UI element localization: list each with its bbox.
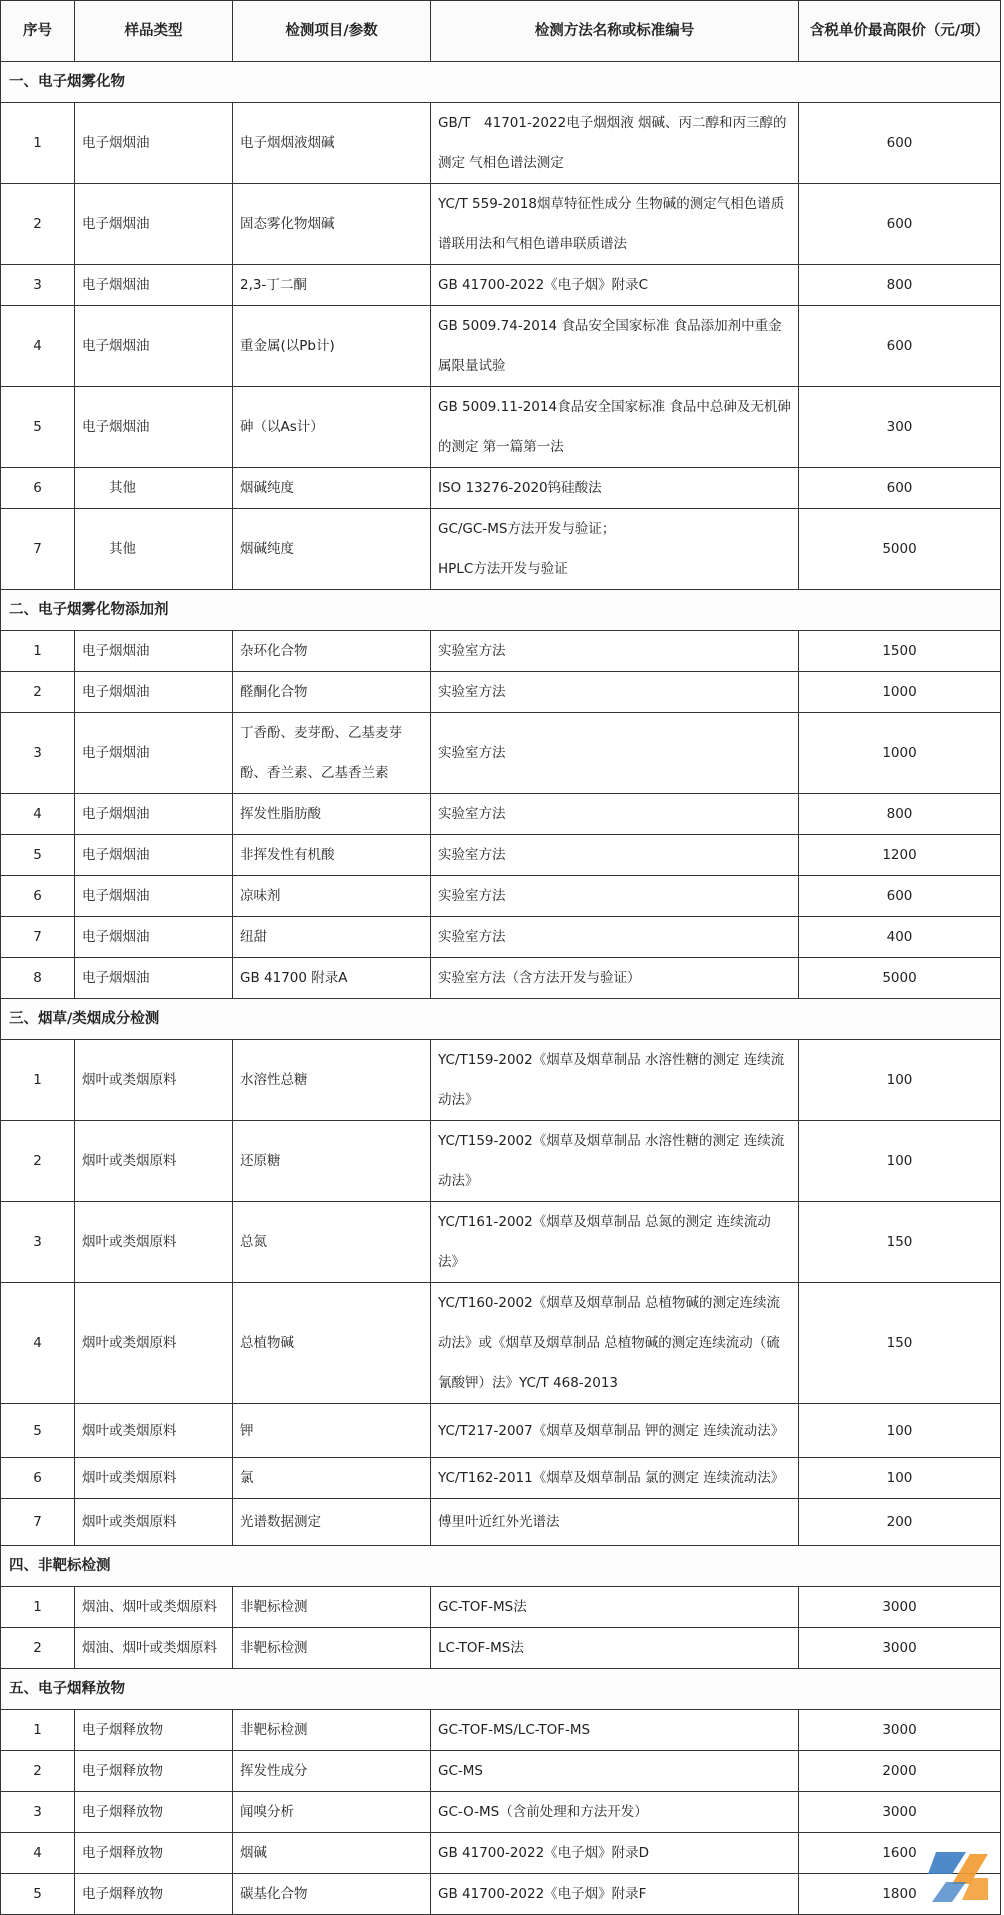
table-row (1, 631, 1001, 672)
section-title: 四、非靶标检测 (1, 1546, 1001, 1587)
row-number: 4 (1, 794, 75, 835)
sample-type: 电子烟烟油 (75, 184, 233, 265)
section-title: 五、电子烟释放物 (1, 1669, 1001, 1710)
price-limit: 200 (799, 1499, 1001, 1546)
price-limit: 600 (799, 184, 1001, 265)
price-limit: 1500 (799, 631, 1001, 672)
table-row (1, 509, 1001, 590)
table-body (1, 62, 1001, 1915)
test-item: 水溶性总糖 (233, 1040, 431, 1121)
table-row (1, 1792, 1001, 1833)
sample-type: 电子烟烟油 (75, 794, 233, 835)
price-limit: 300 (799, 387, 1001, 468)
sample-type: 电子烟烟油 (75, 917, 233, 958)
section-title: 二、电子烟雾化物添加剂 (1, 590, 1001, 631)
header-test-item: 检测项目/参数 (233, 1, 431, 62)
method-name: ISO 13276-2020钨硅酸法 (431, 468, 799, 509)
test-item: 电子烟烟液烟碱 (233, 103, 431, 184)
row-number: 7 (1, 509, 75, 590)
method-name: YC/T160-2002《烟草及烟草制品 总植物碱的测定连续流动法》或《烟草及烟草制品 总植物碱的测定连续流动（硫氰酸钾）法》YC/T 468-2013 (431, 1283, 799, 1404)
table-row (1, 468, 1001, 509)
row-number: 6 (1, 468, 75, 509)
method-name: 实验室方法 (431, 794, 799, 835)
sample-type: 其他 (75, 509, 233, 590)
table-row (1, 1751, 1001, 1792)
test-item: 纽甜 (233, 917, 431, 958)
row-number: 1 (1, 103, 75, 184)
test-item: 固态雾化物烟碱 (233, 184, 431, 265)
test-item: 非挥发性有机酸 (233, 835, 431, 876)
row-number: 2 (1, 672, 75, 713)
method-name: 实验室方法 (431, 631, 799, 672)
section-row (1, 590, 1001, 631)
method-name: 实验室方法 (431, 835, 799, 876)
sample-type: 烟叶或类烟原料 (75, 1040, 233, 1121)
sample-type: 电子烟烟油 (75, 306, 233, 387)
test-item: 闻嗅分析 (233, 1792, 431, 1833)
test-item: 2,3-丁二酮 (233, 265, 431, 306)
sample-type: 电子烟释放物 (75, 1792, 233, 1833)
row-number: 4 (1, 1833, 75, 1874)
test-item: 还原糖 (233, 1121, 431, 1202)
method-name: 实验室方法 (431, 672, 799, 713)
section-row (1, 1546, 1001, 1587)
row-number: 5 (1, 1404, 75, 1458)
test-item: 非靶标检测 (233, 1628, 431, 1669)
section-row (1, 1669, 1001, 1710)
method-name: 实验室方法 (431, 876, 799, 917)
table-row (1, 876, 1001, 917)
method-name: YC/T159-2002《烟草及烟草制品 水溶性糖的测定 连续流动法》 (431, 1121, 799, 1202)
price-limit: 1600 (799, 1833, 1001, 1874)
test-item: 非靶标检测 (233, 1710, 431, 1751)
sample-type: 烟油、烟叶或类烟原料 (75, 1628, 233, 1669)
row-number: 3 (1, 1202, 75, 1283)
test-item: 光谱数据测定 (233, 1499, 431, 1546)
row-number: 1 (1, 631, 75, 672)
table-row (1, 1283, 1001, 1404)
price-limit: 5000 (799, 958, 1001, 999)
row-number: 5 (1, 835, 75, 876)
method-name: YC/T159-2002《烟草及烟草制品 水溶性糖的测定 连续流动法》 (431, 1040, 799, 1121)
price-limit: 150 (799, 1283, 1001, 1404)
sample-type: 电子烟释放物 (75, 1710, 233, 1751)
price-limit: 100 (799, 1040, 1001, 1121)
price-limit: 1800 (799, 1874, 1001, 1915)
method-name: GC-O-MS（含前处理和方法开发） (431, 1792, 799, 1833)
sample-type: 电子烟释放物 (75, 1874, 233, 1915)
method-name: LC-TOF-MS法 (431, 1628, 799, 1669)
row-number: 2 (1, 1751, 75, 1792)
table-row (1, 103, 1001, 184)
table-row (1, 1833, 1001, 1874)
method-name: GB 41700-2022《电子烟》附录C (431, 265, 799, 306)
table-row (1, 184, 1001, 265)
row-number: 7 (1, 1499, 75, 1546)
row-number: 5 (1, 1874, 75, 1915)
method-name: YC/T217-2007《烟草及烟草制品 钾的测定 连续流动法》 (431, 1404, 799, 1458)
header-price: 含税单价最高限价（元/项） (799, 1, 1001, 62)
table-row (1, 794, 1001, 835)
table-row (1, 672, 1001, 713)
table-row (1, 1628, 1001, 1669)
sample-type: 烟叶或类烟原料 (75, 1121, 233, 1202)
price-limit: 100 (799, 1404, 1001, 1458)
table-row (1, 306, 1001, 387)
sample-type: 电子烟烟油 (75, 958, 233, 999)
price-limit: 400 (799, 917, 1001, 958)
row-number: 7 (1, 917, 75, 958)
header-no: 序号 (1, 1, 75, 62)
method-name: GB/T 41701-2022电子烟烟液 烟碱、丙二醇和丙三醇的测定 气相色谱法测定 (431, 103, 799, 184)
table-row (1, 1710, 1001, 1751)
sample-type: 电子烟烟油 (75, 835, 233, 876)
sample-type: 电子烟烟油 (75, 713, 233, 794)
row-number: 6 (1, 876, 75, 917)
row-number: 2 (1, 1628, 75, 1669)
header-method: 检测方法名称或标准编号 (431, 1, 799, 62)
price-limit: 100 (799, 1121, 1001, 1202)
method-name: GB 41700-2022《电子烟》附录F (431, 1874, 799, 1915)
price-limit: 2000 (799, 1751, 1001, 1792)
table-row (1, 265, 1001, 306)
sample-type: 电子烟烟油 (75, 631, 233, 672)
sample-type: 电子烟释放物 (75, 1751, 233, 1792)
header-sample-type: 样品类型 (75, 1, 233, 62)
sample-type: 烟叶或类烟原料 (75, 1404, 233, 1458)
row-number: 2 (1, 184, 75, 265)
method-name: 实验室方法 (431, 917, 799, 958)
section-row (1, 62, 1001, 103)
row-number: 3 (1, 1792, 75, 1833)
test-item: 凉味剂 (233, 876, 431, 917)
price-limit: 1000 (799, 672, 1001, 713)
table-row (1, 1404, 1001, 1458)
test-item: 碳基化合物 (233, 1874, 431, 1915)
price-limit: 150 (799, 1202, 1001, 1283)
sample-type: 烟油、烟叶或类烟原料 (75, 1587, 233, 1628)
table-row (1, 958, 1001, 999)
method-name: 实验室方法 (431, 713, 799, 794)
price-limit: 3000 (799, 1628, 1001, 1669)
table-row (1, 1458, 1001, 1499)
sample-type: 其他 (75, 468, 233, 509)
row-number: 2 (1, 1121, 75, 1202)
row-number: 5 (1, 387, 75, 468)
price-limit: 100 (799, 1458, 1001, 1499)
section-row (1, 999, 1001, 1040)
row-number: 8 (1, 958, 75, 999)
watermark-logo-icon (926, 1848, 990, 1904)
sample-type: 电子烟释放物 (75, 1833, 233, 1874)
table-row (1, 1121, 1001, 1202)
test-item: 烟碱纯度 (233, 509, 431, 590)
test-item: 醛酮化合物 (233, 672, 431, 713)
price-limit: 600 (799, 306, 1001, 387)
sample-type: 烟叶或类烟原料 (75, 1458, 233, 1499)
test-item: 烟碱 (233, 1833, 431, 1874)
section-title: 一、电子烟雾化物 (1, 62, 1001, 103)
test-item: 重金属(以Pb计) (233, 306, 431, 387)
sample-type: 电子烟烟油 (75, 387, 233, 468)
row-number: 1 (1, 1710, 75, 1751)
table-row (1, 387, 1001, 468)
test-item: 非靶标检测 (233, 1587, 431, 1628)
sample-type: 电子烟烟油 (75, 672, 233, 713)
method-name: 傅里叶近红外光谱法 (431, 1499, 799, 1546)
price-limit: 3000 (799, 1792, 1001, 1833)
price-limit: 3000 (799, 1710, 1001, 1751)
sample-type: 电子烟烟油 (75, 103, 233, 184)
method-name: GC/GC-MS方法开发与验证； HPLC方法开发与验证 (431, 509, 799, 590)
test-item: 挥发性成分 (233, 1751, 431, 1792)
method-name: YC/T 559-2018烟草特征性成分 生物碱的测定气相色谱质谱联用法和气相色谱串联质谱法 (431, 184, 799, 265)
test-item: GB 41700 附录A (233, 958, 431, 999)
test-item: 总氮 (233, 1202, 431, 1283)
method-name: GC-TOF-MS/LC-TOF-MS (431, 1710, 799, 1751)
section-title: 三、烟草/类烟成分检测 (1, 999, 1001, 1040)
table-row (1, 1040, 1001, 1121)
method-name: GC-MS (431, 1751, 799, 1792)
sample-type: 电子烟烟油 (75, 265, 233, 306)
sample-type: 电子烟烟油 (75, 876, 233, 917)
table-row (1, 1202, 1001, 1283)
test-item: 丁香酚、麦芽酚、乙基麦芽酚、香兰素、乙基香兰素 (233, 713, 431, 794)
method-name: YC/T162-2011《烟草及烟草制品 氯的测定 连续流动法》 (431, 1458, 799, 1499)
price-limit: 1200 (799, 835, 1001, 876)
row-number: 4 (1, 1283, 75, 1404)
header-row (1, 1, 1001, 62)
table-row (1, 835, 1001, 876)
price-limit: 3000 (799, 1587, 1001, 1628)
price-limit: 800 (799, 265, 1001, 306)
method-name: GB 5009.11-2014食品安全国家标准 食品中总砷及无机砷的测定 第一篇第一法 (431, 387, 799, 468)
table-row (1, 917, 1001, 958)
sample-type: 烟叶或类烟原料 (75, 1202, 233, 1283)
test-item: 钾 (233, 1404, 431, 1458)
price-limit: 800 (799, 794, 1001, 835)
table-row (1, 1499, 1001, 1546)
method-name: GB 41700-2022《电子烟》附录D (431, 1833, 799, 1874)
method-name: GC-TOF-MS法 (431, 1587, 799, 1628)
test-item: 氯 (233, 1458, 431, 1499)
test-item: 烟碱纯度 (233, 468, 431, 509)
method-name: 实验室方法（含方法开发与验证） (431, 958, 799, 999)
method-name: GB 5009.74-2014 食品安全国家标准 食品添加剂中重金属限量试验 (431, 306, 799, 387)
row-number: 1 (1, 1040, 75, 1121)
row-number: 1 (1, 1587, 75, 1628)
table-row (1, 1874, 1001, 1915)
method-name: YC/T161-2002《烟草及烟草制品 总氮的测定 连续流动法》 (431, 1202, 799, 1283)
test-item: 砷（以As计） (233, 387, 431, 468)
test-item: 挥发性脂肪酸 (233, 794, 431, 835)
row-number: 6 (1, 1458, 75, 1499)
row-number: 3 (1, 713, 75, 794)
price-limit: 5000 (799, 509, 1001, 590)
price-limit: 600 (799, 103, 1001, 184)
table-row (1, 1587, 1001, 1628)
test-item: 总植物碱 (233, 1283, 431, 1404)
price-limit: 600 (799, 876, 1001, 917)
sample-type: 烟叶或类烟原料 (75, 1499, 233, 1546)
row-number: 3 (1, 265, 75, 306)
table-row (1, 713, 1001, 794)
price-limit: 600 (799, 468, 1001, 509)
sample-type: 烟叶或类烟原料 (75, 1283, 233, 1404)
row-number: 4 (1, 306, 75, 387)
test-item: 杂环化合物 (233, 631, 431, 672)
price-limit: 1000 (799, 713, 1001, 794)
